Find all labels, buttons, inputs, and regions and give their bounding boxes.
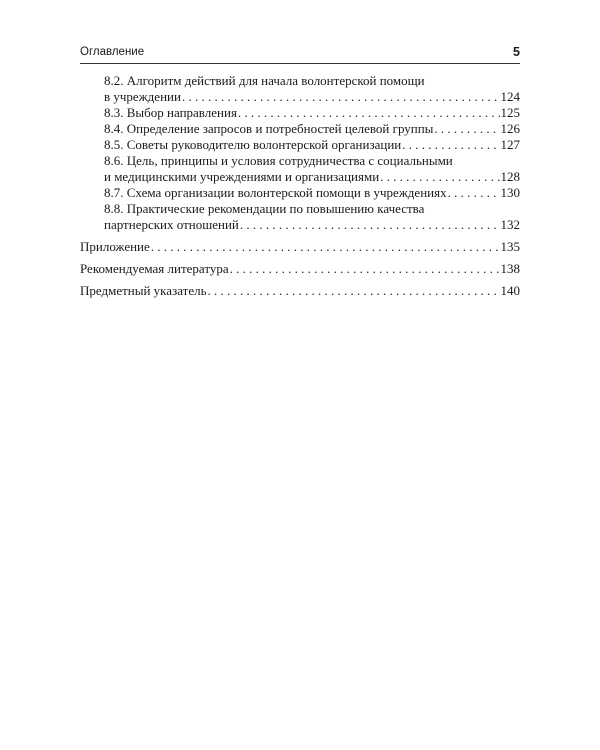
toc-entry-title-line2: партнерских отношений [104, 217, 239, 232]
dot-leader [151, 239, 500, 255]
toc-entry-title: 8.7. Схема организации волонтерской помощи в учреждениях [104, 185, 447, 200]
toc-entry-page: 127 [500, 137, 520, 152]
toc-entry-8-8[interactable] [80, 201, 520, 233]
toc-entry-page: 140 [500, 283, 520, 298]
toc-entry-page: 124 [500, 89, 520, 104]
toc-entry-8-5[interactable] [80, 137, 520, 153]
toc-entry-title-line1: 8.8. Практические рекомендации по повышению качества [104, 201, 425, 216]
toc-entry-page: 128 [500, 169, 520, 184]
toc-entry-index[interactable] [80, 283, 520, 299]
toc-entry-appendix[interactable] [80, 239, 520, 255]
toc-entry-title-line1: 8.6. Цель, принципы и условия сотрудничества с социальными [104, 153, 453, 168]
running-title: Оглавление [80, 46, 145, 58]
toc-entry-page: 138 [500, 261, 520, 276]
dot-leader [182, 89, 500, 105]
toc-entry-title: Предметный указатель [80, 283, 207, 298]
toc-entry-title-line1: 8.2. Алгоритм действий для начала волонтерской помощи [104, 73, 425, 88]
toc-entry-title: 8.5. Советы руководителю волонтерской организации [104, 137, 402, 152]
toc-entry-title-line2: и медицинскими учреждениями и организациями [104, 169, 380, 184]
dot-leader [238, 105, 500, 121]
toc-entry-page: 130 [500, 185, 520, 200]
toc-entry-8-7[interactable] [80, 185, 520, 201]
dot-leader [402, 137, 499, 153]
dot-leader [448, 185, 500, 201]
toc-entry-title: 8.3. Выбор направления [104, 105, 237, 120]
dot-leader [230, 261, 500, 277]
dot-leader [380, 169, 499, 185]
toc-entry-title-line2: в учреждении [104, 89, 181, 104]
toc-entry-literature[interactable] [80, 261, 520, 277]
toc-entry-8-2[interactable] [80, 73, 520, 105]
running-header [80, 45, 520, 64]
dot-leader [240, 217, 500, 233]
toc-entry-page: 132 [500, 217, 520, 232]
toc-entry-8-3[interactable] [80, 105, 520, 121]
table-of-contents [80, 73, 520, 299]
dot-leader [208, 283, 500, 299]
toc-entry-title: 8.4. Определение запросов и потребностей целевой группы [104, 121, 434, 136]
dot-leader [434, 121, 499, 137]
toc-entry-8-4[interactable] [80, 121, 520, 137]
toc-entry-page: 126 [500, 121, 520, 136]
toc-entry-title: Приложение [80, 239, 150, 254]
toc-entry-page: 135 [500, 239, 520, 254]
toc-entry-page: 125 [500, 105, 520, 120]
toc-entry-8-6[interactable] [80, 153, 520, 185]
toc-entry-title: Рекомендуемая литература [80, 261, 229, 276]
page-number: 5 [513, 45, 520, 59]
